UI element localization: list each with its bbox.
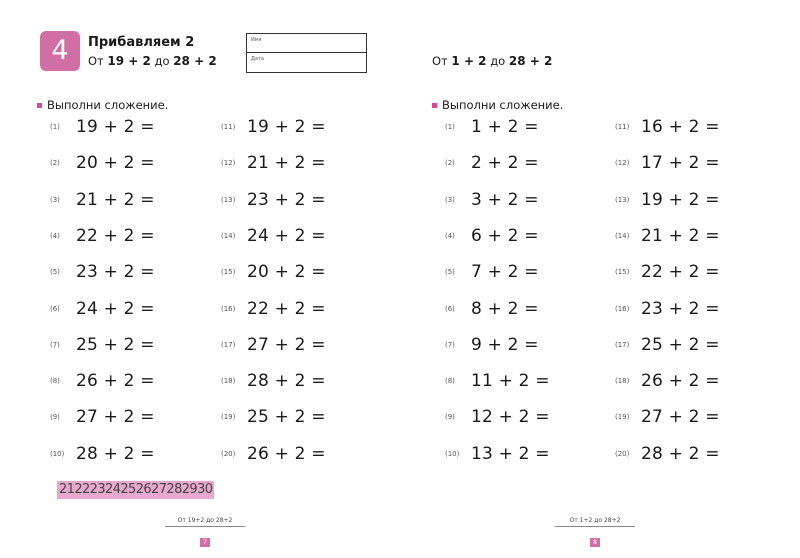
right-footer: [555, 517, 635, 548]
problem-item: [221, 298, 326, 322]
problem-expression: 21 + 2 =: [641, 225, 720, 246]
problem-number: (2): [445, 158, 455, 167]
range-to-label: до: [154, 54, 170, 68]
problem-item: [221, 406, 326, 430]
range-from: 1 + 2: [451, 54, 487, 68]
right-page-range: [432, 54, 552, 68]
problem-item: [50, 261, 155, 285]
bullet-square-icon: [37, 103, 42, 108]
problem-expression: 8 + 2 =: [471, 298, 539, 319]
left-instruction: [37, 98, 168, 112]
problem-expression: 25 + 2 =: [76, 334, 155, 355]
problem-expression: 9 + 2 =: [471, 334, 539, 355]
right-instruction: [432, 98, 563, 112]
problem-number: (14): [221, 231, 236, 240]
name-date-box: [246, 33, 367, 73]
problem-expression: 22 + 2 =: [641, 261, 720, 282]
problem-number: (11): [615, 122, 630, 131]
problem-number: (18): [221, 376, 236, 385]
lesson-number-badge: 4: [40, 31, 80, 71]
problem-expression: 25 + 2 =: [247, 406, 326, 427]
problem-expression: 28 + 2 =: [247, 370, 326, 391]
problem-expression: 21 + 2 =: [76, 189, 155, 210]
problem-item: [615, 189, 720, 213]
problem-number: (19): [221, 412, 236, 421]
problem-number: (15): [221, 267, 236, 276]
problem-number: (8): [50, 376, 60, 385]
problem-item: [50, 189, 155, 213]
range-to: 28 + 2: [173, 54, 217, 68]
problem-number: (20): [221, 449, 236, 458]
problem-item: [615, 225, 720, 249]
problem-expression: 27 + 2 =: [247, 334, 326, 355]
problem-item: [221, 189, 326, 213]
problem-item: [50, 334, 155, 358]
problem-item: [50, 225, 155, 249]
problem-item: [615, 298, 720, 322]
problem-item: [445, 298, 539, 322]
name-label: Имя: [251, 37, 262, 43]
problem-item: [445, 406, 550, 430]
problem-expression: 28 + 2 =: [641, 443, 720, 464]
problem-item: [445, 152, 539, 176]
problem-expression: 28 + 2 =: [76, 443, 155, 464]
problem-expression: 16 + 2 =: [641, 116, 720, 137]
problem-item: [445, 443, 550, 467]
range-from-label: От: [88, 54, 104, 68]
problem-number: (10): [445, 449, 460, 458]
problem-number: (16): [221, 304, 236, 313]
problem-expression: 17 + 2 =: [641, 152, 720, 173]
problem-number: (5): [445, 267, 455, 276]
problem-expression: 6 + 2 =: [471, 225, 539, 246]
problem-item: [615, 406, 720, 430]
problem-number: (1): [445, 122, 455, 131]
problem-expression: 23 + 2 =: [76, 261, 155, 282]
problem-expression: 23 + 2 =: [247, 189, 326, 210]
date-field[interactable]: [247, 53, 366, 72]
problem-expression: 20 + 2 =: [247, 261, 326, 282]
problem-item: [50, 116, 155, 140]
problem-number: (1): [50, 122, 60, 131]
problem-item: [50, 298, 155, 322]
problem-item: [445, 370, 550, 394]
problem-expression: 24 + 2 =: [247, 225, 326, 246]
problem-item: [221, 443, 326, 467]
date-label: Дата: [251, 56, 264, 62]
problem-number: (19): [615, 412, 630, 421]
problem-item: [221, 152, 326, 176]
problem-number: (20): [615, 449, 630, 458]
answer-number-strip: 21222324252627282930: [59, 482, 213, 497]
page-number: 7: [200, 538, 210, 547]
problem-item: [50, 152, 155, 176]
problem-item: [221, 116, 326, 140]
problem-number: (5): [50, 267, 60, 276]
problem-expression: 19 + 2 =: [641, 189, 720, 210]
footer-divider: [555, 526, 635, 527]
problem-expression: 26 + 2 =: [247, 443, 326, 464]
problem-number: (17): [221, 340, 236, 349]
problem-expression: 13 + 2 =: [471, 443, 550, 464]
name-field[interactable]: [247, 34, 366, 53]
problem-number: (16): [615, 304, 630, 313]
footer-text: От 19+2 до 28+2: [177, 517, 233, 524]
instruction-text: Выполни сложение.: [442, 98, 564, 112]
problem-item: [445, 261, 539, 285]
problem-expression: 12 + 2 =: [471, 406, 550, 427]
problem-expression: 26 + 2 =: [76, 370, 155, 391]
problem-expression: 20 + 2 =: [76, 152, 155, 173]
problem-number: (12): [615, 158, 630, 167]
problem-expression: 21 + 2 =: [247, 152, 326, 173]
problem-item: [615, 261, 720, 285]
problem-number: (7): [445, 340, 455, 349]
problem-number: (18): [615, 376, 630, 385]
problem-number: (4): [445, 231, 455, 240]
problem-number: (13): [221, 195, 236, 204]
problem-number: (6): [445, 304, 455, 313]
problem-item: [615, 443, 720, 467]
problem-expression: 3 + 2 =: [471, 189, 539, 210]
problem-number: (8): [445, 376, 455, 385]
problem-number: (9): [445, 412, 455, 421]
problem-item: [615, 334, 720, 358]
problem-item: [615, 116, 720, 140]
problem-item: [445, 189, 539, 213]
problem-expression: 22 + 2 =: [247, 298, 326, 319]
range-from: 19 + 2: [107, 54, 151, 68]
problem-item: [221, 370, 326, 394]
problem-item: [221, 334, 326, 358]
problem-expression: 19 + 2 =: [76, 116, 155, 137]
lesson-range: [88, 54, 217, 68]
problem-item: [221, 225, 326, 249]
instruction-text: Выполни сложение.: [47, 98, 169, 112]
problem-item: [615, 152, 720, 176]
bullet-square-icon: [432, 103, 437, 108]
problem-expression: 7 + 2 =: [471, 261, 539, 282]
problem-item: [50, 443, 155, 467]
problem-expression: 1 + 2 =: [471, 116, 539, 137]
problem-number: (3): [50, 195, 60, 204]
range-from-label: От: [432, 54, 448, 68]
problem-expression: 27 + 2 =: [76, 406, 155, 427]
range-to: 28 + 2: [508, 54, 553, 68]
problem-number: (13): [615, 195, 630, 204]
problem-expression: 19 + 2 =: [247, 116, 326, 137]
problem-item: [445, 225, 539, 249]
problem-expression: 11 + 2 =: [471, 370, 550, 391]
problem-expression: 22 + 2 =: [76, 225, 155, 246]
problem-number: (15): [615, 267, 630, 276]
problem-number: (2): [50, 158, 60, 167]
problem-item: [615, 370, 720, 394]
problem-expression: 24 + 2 =: [76, 298, 155, 319]
problem-item: [221, 261, 326, 285]
problem-number: (11): [221, 122, 236, 131]
problem-number: (7): [50, 340, 60, 349]
problem-number: (6): [50, 304, 60, 313]
problem-expression: 25 + 2 =: [641, 334, 720, 355]
range-to-label: до: [490, 54, 506, 68]
problem-expression: 27 + 2 =: [641, 406, 720, 427]
problem-number: (12): [221, 158, 236, 167]
problem-expression: 23 + 2 =: [641, 298, 720, 319]
page-number: 8: [590, 538, 600, 547]
problem-item: [445, 116, 539, 140]
problem-expression: 2 + 2 =: [471, 152, 539, 173]
problem-number: (3): [445, 195, 455, 204]
problem-item: [445, 334, 539, 358]
footer-divider: [165, 526, 245, 527]
lesson-title: Прибавляем 2: [88, 35, 195, 50]
problem-number: (17): [615, 340, 630, 349]
problem-item: [50, 406, 155, 430]
left-footer: [165, 517, 245, 548]
problem-item: [50, 370, 155, 394]
problem-number: (10): [50, 449, 65, 458]
problem-number: (14): [615, 231, 630, 240]
problem-number: (9): [50, 412, 60, 421]
footer-text: От 1+2 до 28+2: [569, 517, 621, 524]
problem-number: (4): [50, 231, 60, 240]
problem-expression: 26 + 2 =: [641, 370, 720, 391]
